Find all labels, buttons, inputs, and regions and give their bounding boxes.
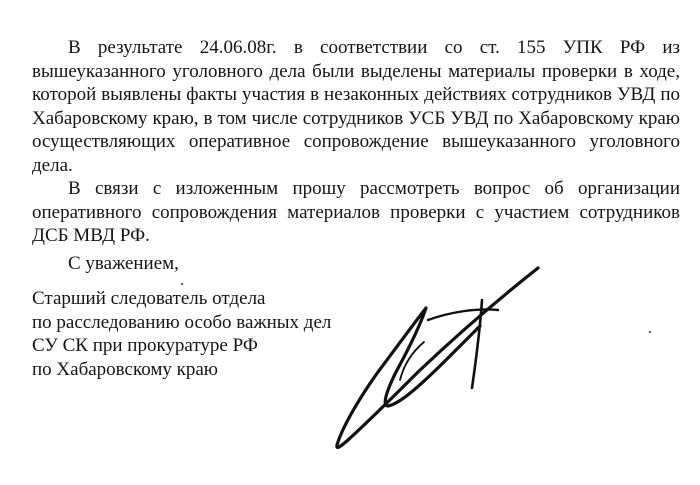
letter-body [32,36,680,275]
scan-speck [181,283,183,285]
signatory-line-3: СУ СК при прокуратуре РФ [32,335,258,356]
signatory-line-4: по Хабаровскому краю [32,358,219,380]
scan-speck [649,331,651,333]
letter-paragraph-1: В результате 24.06.08г. в соответствии со ст. 155 УПК РФ из вышеуказанного уголовного дела были выделены материалы проверки в ходе, которой выявлены факты участия в незаконных действиях сотрудников УВД по Хабаровскому краю, в том числе сотрудников УСБ УВД по Хабаровскому краю осуществляющих оперативное сопровождение вышеуказанного уголовного дела. [32,37,680,176]
signatory-line-2: по расследованию особо важных дел [32,311,332,333]
letter-paragraph-2: В связи с изложенным прошу рассмотреть вопрос об организации оперативного сопровождения материалов проверки с участием сотрудников ДСБ МВД РФ. [32,178,680,246]
signatory-title-block [32,287,331,381]
handwritten-signature [300,260,560,460]
letter-greeting: С уважением, [68,252,179,274]
signatory-line-1: Старший следователь отдела [32,288,266,309]
